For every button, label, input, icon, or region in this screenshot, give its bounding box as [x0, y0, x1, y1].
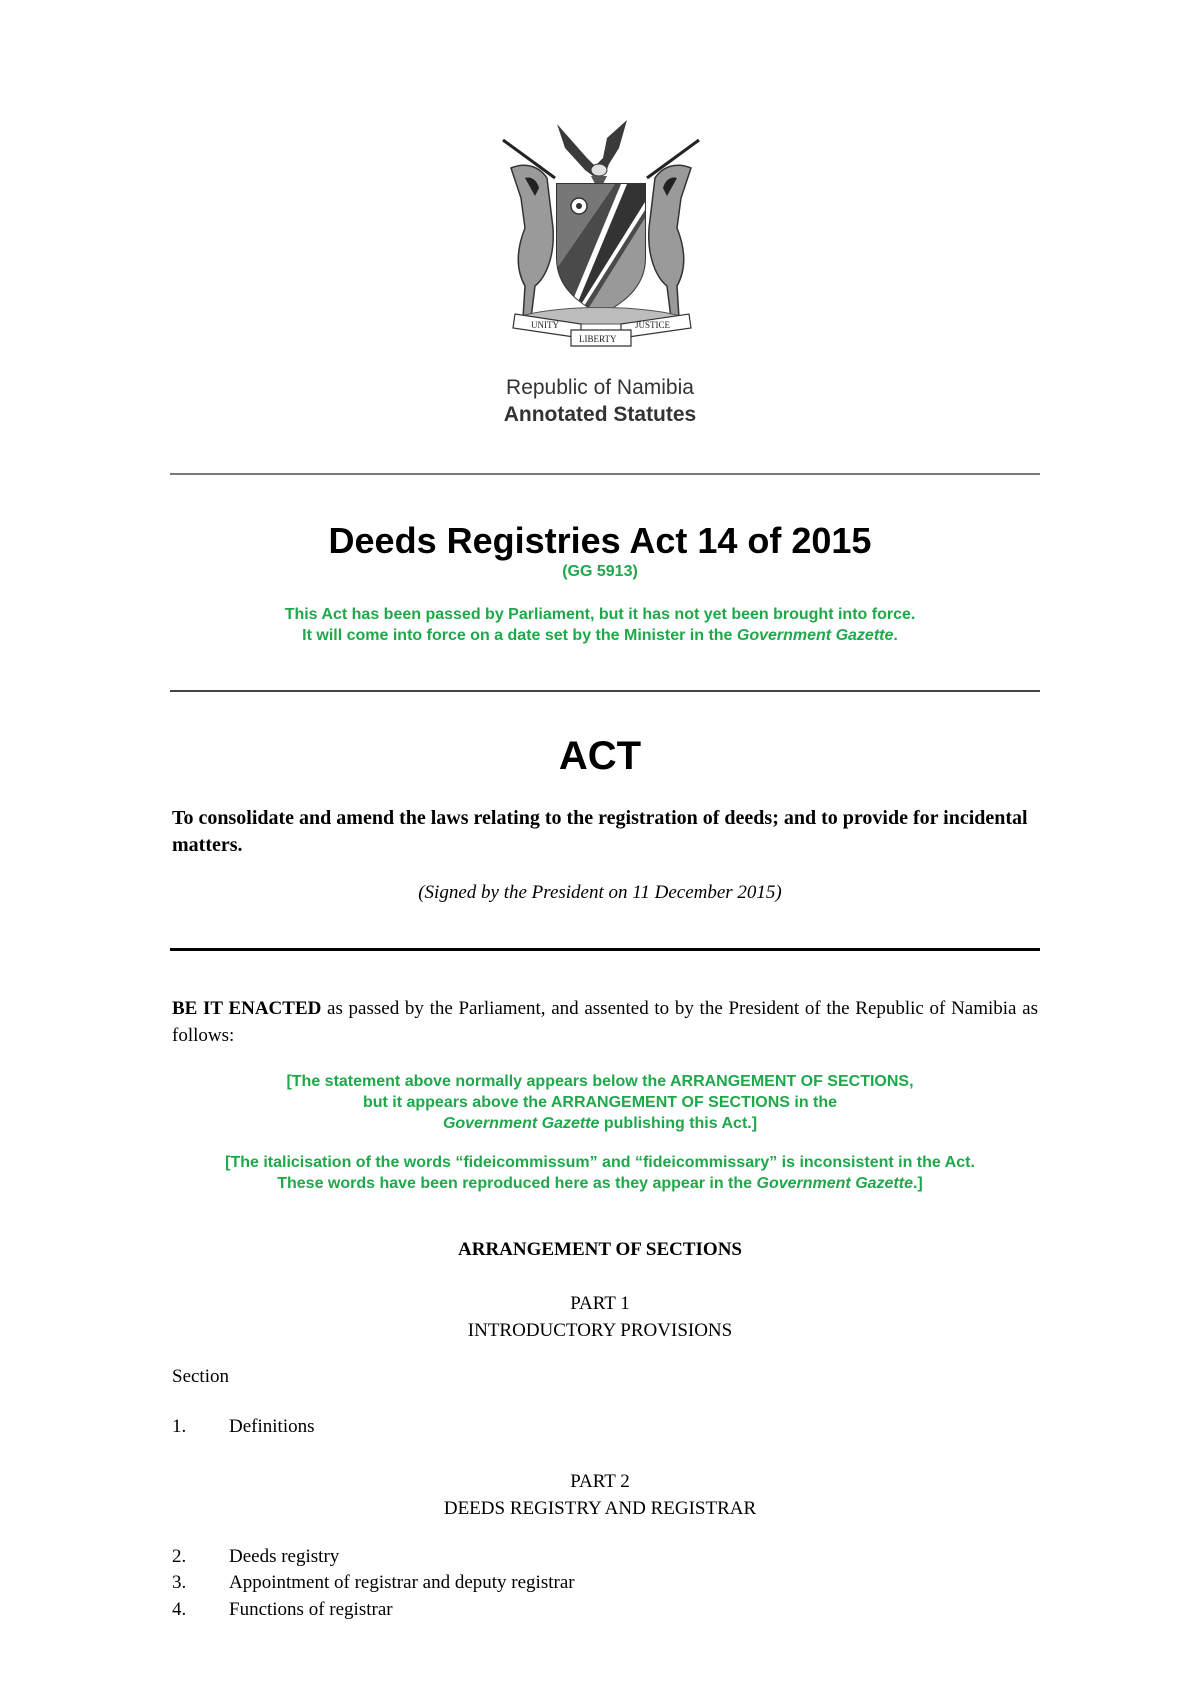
part-2-title: DEEDS REGISTRY AND REGISTRAR [443, 1498, 757, 1519]
part-1-title: INTRODUCTORY PROVISIONS [467, 1320, 733, 1341]
enacting-clause: BE IT ENACTED as passed by the Parliament, and assented to by the President of the Republic of Namibia as follows: [172, 998, 1039, 1046]
part-2-heading [0, 1468, 1200, 1522]
svg-text:UNITY: UNITY [531, 320, 559, 330]
oryx-left-icon [503, 140, 555, 318]
notice-line-1: This Act has been passed by Parliament, but it has not yet been brought into force. [284, 606, 916, 623]
svg-text:JUSTICE: JUSTICE [635, 320, 671, 330]
act-title: Deeds Registries Act 14 of 2015 [328, 520, 872, 561]
toc-row: 2. Deeds registry [172, 1546, 340, 1567]
eagle-icon [557, 120, 627, 184]
coat-of-arms-image [495, 118, 707, 348]
divider [170, 473, 1040, 475]
svg-text:LIBERTY: LIBERTY [579, 334, 617, 344]
divider [170, 690, 1040, 692]
arrangement-heading: ARRANGEMENT OF SECTIONS [458, 1239, 742, 1260]
long-title: To consolidate and amend the laws relating to the registration of deeds; and to provide for incidental matters. [172, 807, 1028, 856]
part-1-label: PART 1 [570, 1293, 630, 1314]
gazette-name: Government Gazette [736, 627, 894, 644]
shield-icon [557, 184, 645, 314]
signed-date: (Signed by the President on 11 December 2015) [418, 882, 782, 903]
act-heading: ACT [558, 734, 642, 778]
notice-line-2: It will come into force on a date set by the Minister in the Government Gazette. [302, 627, 898, 644]
part-2-label: PART 2 [570, 1471, 630, 1492]
editorial-note-italicisation: [The italicisation of the words “fideicommissum” and “fideicommissary” is inconsistent in the Act. These words have been reproduced here as they appear in the Government Gazette.] [225, 1154, 975, 1192]
toc-row: 4. Functions of registrar [172, 1599, 393, 1620]
republic-label: Republic of Namibia [506, 376, 694, 399]
enacted-bold: BE IT ENACTED [172, 998, 322, 1019]
toc-row: 3. Appointment of registrar and deputy registrar [172, 1572, 575, 1593]
gazette-reference: (GG 5913) [562, 563, 638, 580]
editorial-note-arrangement: [The statement above normally appears below the ARRANGEMENT OF SECTIONS, but it appears above the ARRANGEMENT OF SECTIONS in the Government Gazette publishing this Act.] [286, 1073, 914, 1132]
annotated-statutes-label: Annotated Statutes [503, 403, 697, 426]
oryx-right-icon [647, 140, 699, 318]
part-1-heading [0, 1290, 1200, 1344]
commencement-notice [0, 604, 1200, 646]
divider [170, 948, 1040, 951]
toc-row: 1. Definitions [172, 1416, 315, 1437]
section-column-label: Section [172, 1366, 229, 1387]
